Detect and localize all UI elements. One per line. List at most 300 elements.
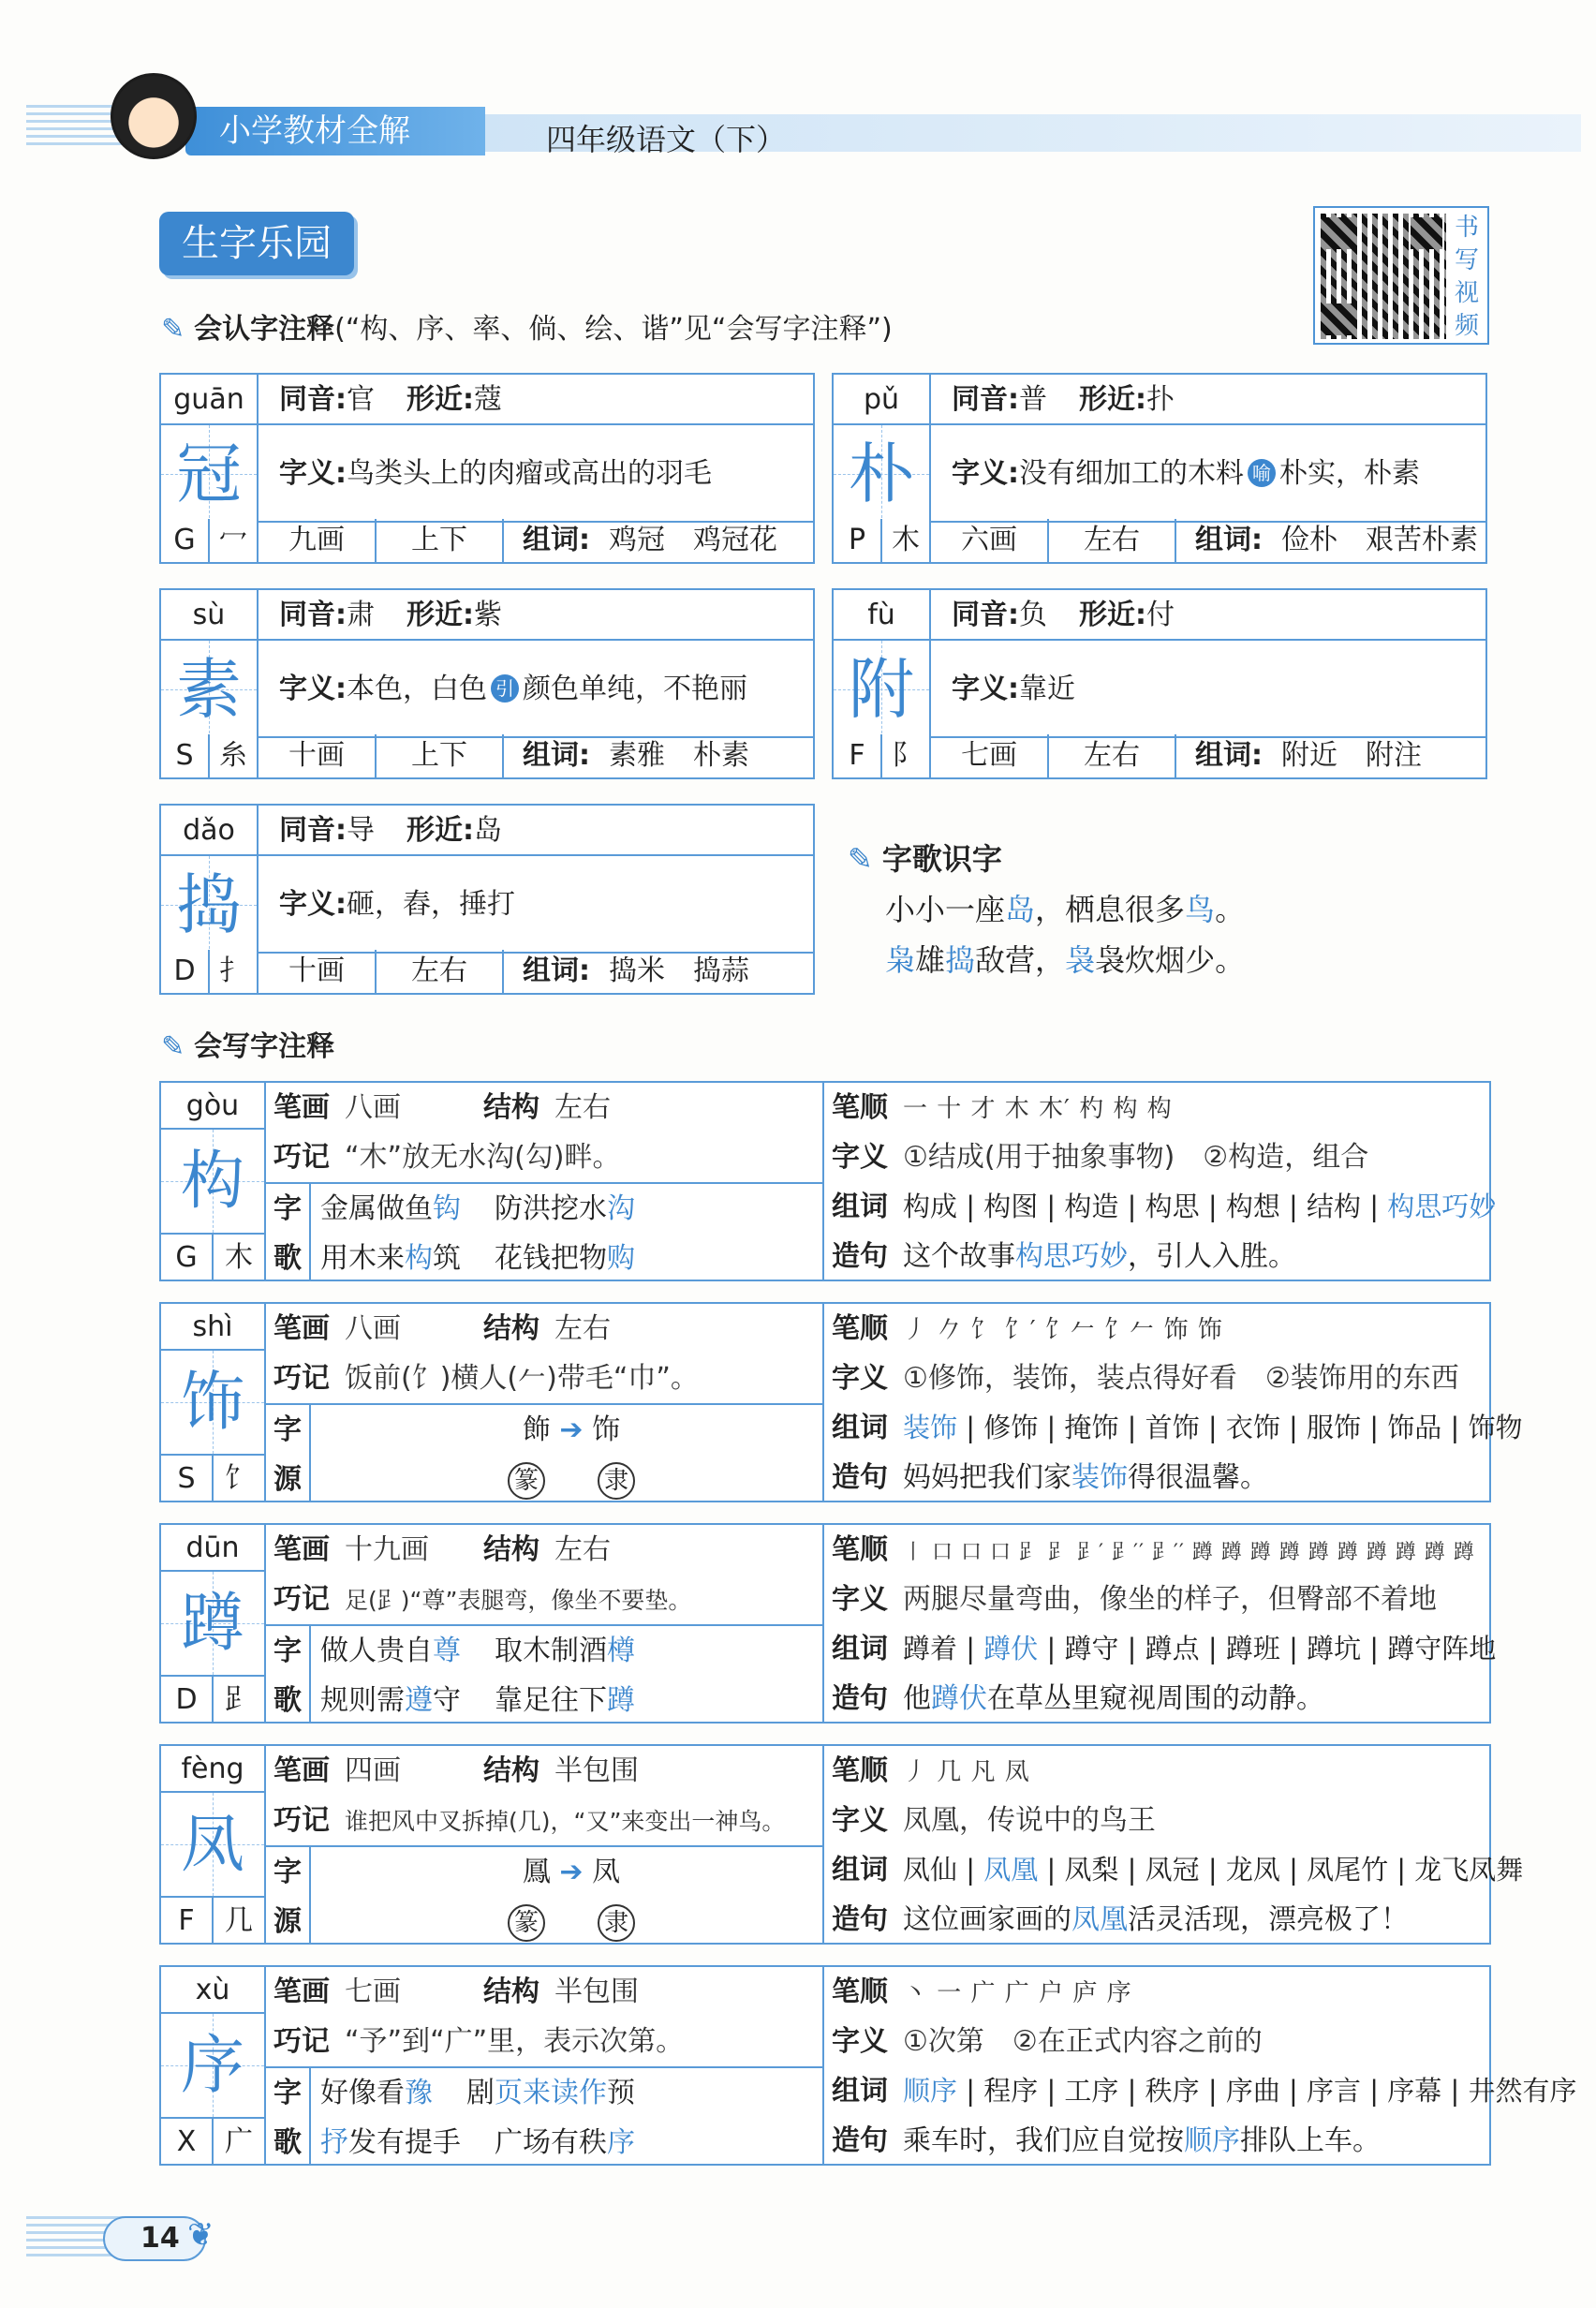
words-cell — [1176, 734, 1485, 777]
song-text: 靠足往下 — [495, 1684, 607, 1717]
card-homophone-row — [931, 375, 1485, 425]
song-text: 袅炊烟少。 — [1095, 942, 1246, 978]
words-row — [824, 1182, 1497, 1232]
strokes-row — [266, 1746, 822, 1796]
card-character-glyph: 序 — [180, 2029, 244, 2103]
stroke-order: 一 十 才 木 木′ 杓 构 构 — [903, 1095, 1173, 1123]
words-value: 附近 附注 — [1281, 739, 1422, 772]
ancient-glyph: 鳳 — [522, 1856, 551, 1888]
tip-label: 巧记 — [273, 1804, 330, 1837]
song-text: 用木来 — [320, 1242, 405, 1275]
sentence-highlight: 构思巧妙 — [1015, 1240, 1128, 1273]
sentence-text: 在草丛里窥视周围的动静。 — [987, 1682, 1324, 1715]
card-pinyin: gòu — [161, 1083, 266, 1130]
song-text: 敌营， — [975, 942, 1066, 978]
radical: 糸 — [210, 734, 259, 777]
script-labels — [320, 1455, 822, 1504]
index-letter: P — [834, 519, 882, 562]
meaning-row — [824, 2017, 1489, 2066]
structure: 半包围 — [554, 1754, 639, 1787]
book-subtitle: 四年级语文（下） — [546, 122, 787, 157]
song-highlight: 页来读作 — [495, 2077, 607, 2109]
card-homophone-row — [931, 590, 1485, 641]
character-song-lines — [311, 1624, 822, 1724]
song-text: 预 — [607, 2077, 635, 2109]
modern-glyph: 凤 — [592, 1856, 621, 1888]
words-label: 组词 — [832, 1633, 888, 1665]
sentence-label: 造句 — [832, 2124, 888, 2157]
ancient-glyph: 飾 — [522, 1413, 551, 1446]
index-letter: G — [161, 519, 210, 562]
song-text: ，栖息很多 — [1035, 892, 1186, 927]
leaf-icon: ❦ — [187, 2216, 214, 2254]
card-character — [161, 856, 259, 954]
card-character-glyph: 素 — [176, 651, 242, 728]
homophone-value: 肃 — [347, 599, 375, 631]
similar-label: 形近: — [406, 814, 474, 847]
recognize-card — [832, 373, 1487, 564]
words-label: 组词: — [1195, 524, 1263, 556]
structure-label: 结构 — [483, 1533, 539, 1566]
qr-label — [1450, 212, 1484, 343]
meaning-value: 凤凰，传说中的鸟王 — [903, 1804, 1156, 1837]
song-title — [848, 834, 1245, 884]
words-row — [824, 1624, 1497, 1674]
card-character-glyph: 凤 — [180, 1808, 244, 1882]
stroke-order: 丶 一 广 广 户 庐 序 — [903, 1979, 1132, 2007]
words-label: 组词: — [1195, 739, 1263, 772]
clerical-script-badge: 隶 — [598, 1904, 635, 1942]
write-card — [159, 1744, 1524, 1945]
tip-row — [266, 1575, 822, 1624]
homophone-label: 同音: — [952, 599, 1019, 631]
page-header — [26, 97, 1581, 155]
card-character-glyph: 捣 — [176, 866, 242, 943]
card-middle — [266, 1083, 824, 1280]
meaning-value: 没有细加工的木料 — [1019, 457, 1244, 490]
meaning-value: 砸，舂，捶打 — [347, 888, 515, 921]
words-cell — [504, 519, 813, 562]
words-cell — [1176, 519, 1485, 562]
structure-label: 结构 — [483, 1754, 539, 1787]
write-card — [159, 1523, 1497, 1724]
sentence-row — [824, 1674, 1489, 1724]
write-heading — [161, 1023, 334, 1064]
index-letter: F — [834, 734, 882, 777]
card-character-glyph: 冠 — [176, 436, 242, 512]
origin-label-yuan: 源 — [273, 1463, 302, 1496]
card-middle — [266, 1304, 824, 1501]
index-letter: S — [161, 734, 210, 777]
song-text: 规则需 — [320, 1684, 405, 1717]
strokes-label: 笔画 — [273, 1091, 330, 1124]
similar-value: 蔻 — [474, 383, 502, 416]
meaning-extended: 颜色单纯，不艳丽 — [523, 673, 747, 705]
character-origin — [311, 1403, 822, 1502]
song-highlight: 序 — [607, 2126, 635, 2159]
recognize-heading — [161, 305, 893, 347]
character-origin — [311, 1845, 822, 1945]
words-label: 组词 — [832, 1412, 888, 1444]
card-footer — [834, 734, 1485, 777]
structure: 左右 — [1049, 734, 1176, 777]
stroke-count: 七画 — [931, 734, 1049, 777]
card-middle — [266, 1525, 824, 1722]
meaning-value: 两腿尽量弯曲，像坐的样子，但臀部不着地 — [903, 1583, 1437, 1616]
structure: 左右 — [1049, 519, 1176, 562]
sentence-label: 造句 — [832, 1240, 888, 1273]
song-label — [266, 1624, 311, 1724]
song-highlight: 鸟 — [1185, 892, 1216, 927]
index-letter: G — [161, 1235, 214, 1281]
structure: 上下 — [377, 734, 504, 777]
words-text: | 程序 | 工序 | 秩序 | 序曲 | 序言 | 序幕 | 井然有序 — [957, 2075, 1577, 2107]
homophone-value: 官 — [347, 383, 375, 416]
tip-label: 巧记 — [273, 2025, 330, 2058]
words-label: 组词: — [523, 739, 590, 772]
sentence-highlight: 凤凰 — [1071, 1903, 1128, 1936]
stroke-count: 十九画 — [345, 1533, 429, 1566]
card-pinyin: pǔ — [834, 375, 931, 425]
similar-value: 付 — [1146, 599, 1175, 631]
clerical-script-badge: 隶 — [598, 1462, 635, 1500]
words-text: | 蹲守 | 蹲点 | 蹲班 | 蹲坑 | 蹲守阵地 — [1038, 1633, 1497, 1664]
song-line — [320, 2068, 822, 2118]
radical: 广 — [214, 2119, 266, 2166]
recognize-heading-text: 会认字注释 — [194, 313, 335, 346]
meaning-value: 本色，白色 — [347, 673, 487, 705]
card-right — [824, 1083, 1497, 1280]
meaning-row — [824, 1796, 1489, 1845]
index-letter: D — [161, 950, 210, 993]
index-letter: D — [161, 1677, 214, 1724]
radical: 扌 — [210, 950, 259, 993]
character-song-lines — [311, 1182, 822, 1281]
structure: 左右 — [554, 1312, 611, 1345]
card-character — [834, 641, 931, 738]
words-label: 组词: — [523, 524, 590, 556]
song-line-2 — [848, 935, 1245, 985]
song-highlight: 袅 — [1065, 942, 1096, 978]
sentence-row — [824, 1895, 1489, 1945]
modern-glyph: 饰 — [592, 1413, 621, 1446]
meaning-value: ①结成(用于抽象事物) ②构造，组合 — [903, 1141, 1369, 1174]
song-text: 雄 — [915, 942, 946, 978]
words-label: 组词 — [832, 1854, 888, 1886]
card-meaning-row — [259, 641, 813, 738]
recognize-card — [159, 373, 815, 564]
qr-label-char: 视 — [1454, 279, 1479, 307]
meaning-row — [824, 1132, 1489, 1182]
words-cell — [504, 734, 813, 777]
card-character — [161, 1793, 266, 1898]
strokes-row — [266, 1083, 822, 1132]
order-label: 笔顺 — [832, 1754, 888, 1787]
sentence-row — [824, 1453, 1489, 1502]
song-text: 防洪挖水 — [495, 1192, 607, 1225]
homophone-label: 同音: — [952, 383, 1019, 416]
words-text: 构成 | 构图 | 构造 | 构思 | 构想 | 结构 | — [903, 1191, 1388, 1222]
structure: 左右 — [377, 950, 504, 993]
page-number: 14 — [103, 2216, 206, 2261]
meaning-value: 鸟类头上的肉瘤或高出的羽毛 — [347, 457, 712, 490]
homophone-label: 同音: — [279, 383, 347, 416]
arrow-right-icon: ➔ — [559, 1413, 584, 1446]
words-highlight: 构思巧妙 — [1387, 1191, 1497, 1222]
index-letter: F — [161, 1898, 214, 1945]
meaning-label: 字义: — [279, 673, 347, 705]
homophone-value: 导 — [347, 814, 375, 847]
strokes-label: 笔画 — [273, 1533, 330, 1566]
boy-mascot-icon — [111, 73, 197, 159]
card-meaning-row — [259, 856, 813, 954]
meaning-label: 字义: — [279, 888, 347, 921]
sentence-row — [824, 2116, 1489, 2166]
meaning-row — [824, 1575, 1489, 1624]
card-meaning-row — [931, 641, 1485, 738]
stroke-order: 丿 𠂊 饣 饣′ 饣𠂉 饣𠂉 饰 饰 — [903, 1316, 1223, 1344]
tip-text: “予”到“广”里，表示次第。 — [345, 2025, 685, 2058]
card-pinyin: dūn — [161, 1525, 266, 1572]
song-highlight: 钩 — [433, 1192, 461, 1225]
pencil-icon: ✎ — [161, 1030, 185, 1063]
card-character-glyph: 朴 — [849, 436, 914, 512]
tip-row — [266, 1354, 822, 1403]
stroke-count: 八画 — [345, 1091, 401, 1124]
strokes-label: 笔画 — [273, 1754, 330, 1787]
card-footer — [834, 519, 1485, 562]
song-line — [320, 2118, 822, 2167]
tip-label: 巧记 — [273, 1141, 330, 1174]
card-middle — [266, 1746, 824, 1943]
write-card — [159, 1965, 1577, 2166]
card-character — [161, 2014, 266, 2119]
meaning-value: ①修饰，装饰，装点得好看 ②装饰用的东西 — [903, 1362, 1459, 1395]
meaning-label: 字义 — [832, 1804, 888, 1837]
song-line — [320, 1626, 822, 1676]
meaning-label: 字义: — [952, 457, 1019, 490]
radical: 木 — [214, 1235, 266, 1281]
structure-label: 结构 — [483, 1312, 539, 1345]
meaning-label: 字义 — [832, 2025, 888, 2058]
meaning-badge-icon: 引 — [491, 674, 519, 703]
song-line — [320, 1676, 822, 1725]
words-value: 俭朴 艰苦朴素 — [1281, 524, 1478, 556]
tip-text: “木”放无水沟(勾)畔。 — [345, 1141, 621, 1174]
card-homophone-row — [259, 806, 813, 856]
song-line — [320, 1184, 822, 1234]
arrow-right-icon: ➔ — [559, 1856, 584, 1888]
song-highlight: 构 — [405, 1242, 433, 1275]
words-value: 鸡冠 鸡冠花 — [609, 524, 777, 556]
radical: 几 — [214, 1898, 266, 1945]
order-row — [824, 1304, 1489, 1354]
words-highlight: 顺序 — [903, 2075, 958, 2107]
order-label: 笔顺 — [832, 1312, 888, 1345]
song-text: 守 — [433, 1684, 461, 1717]
card-meaning-row — [931, 425, 1485, 523]
origin-label-yuan: 源 — [273, 1905, 302, 1938]
words-highlight: 凤凰 — [983, 1854, 1039, 1886]
radical: 𧾷 — [214, 1677, 266, 1724]
words-text: 凤仙 | — [903, 1854, 984, 1886]
song-text: 。 — [1215, 892, 1246, 927]
radical: 饣 — [214, 1456, 266, 1502]
stroke-count: 十画 — [259, 734, 377, 777]
card-middle — [266, 1967, 824, 2164]
structure: 左右 — [554, 1091, 611, 1124]
card-right — [824, 1525, 1497, 1722]
qr-label-char: 书 — [1454, 214, 1479, 242]
words-label: 组词 — [832, 1191, 888, 1223]
write-card — [159, 1302, 1523, 1502]
sentence-text: 妈妈把我们家 — [903, 1461, 1071, 1494]
tip-text: 足(𧾷)“尊”表腿弯，像坐不要垫。 — [345, 1587, 692, 1614]
card-pinyin: dǎo — [161, 806, 259, 856]
words-text: 蹲着 | — [903, 1633, 984, 1664]
song-text: 发有提手 — [348, 2126, 461, 2159]
song-highlight: 枭 — [885, 942, 916, 978]
song-text: 好像看 — [320, 2077, 405, 2109]
qr-label-char: 写 — [1454, 246, 1479, 274]
card-character — [161, 1572, 266, 1677]
sentence-text: ，引人入胜。 — [1128, 1240, 1296, 1273]
card-pinyin: shì — [161, 1304, 266, 1351]
sentence-label: 造句 — [832, 1682, 888, 1715]
words-cell — [504, 950, 813, 993]
order-label: 笔顺 — [832, 1533, 888, 1566]
recognize-card — [159, 804, 815, 995]
order-row — [824, 1525, 1489, 1575]
script-labels — [320, 1897, 822, 1946]
card-character — [161, 1130, 266, 1235]
meaning-value: ①次第 ②在正式内容之前的 — [903, 2025, 1263, 2058]
song-label-zi: 字 — [273, 2077, 302, 2109]
seal-script-badge: 篆 — [508, 1462, 545, 1500]
homophone-label: 同音: — [279, 599, 347, 631]
meaning-label: 字义: — [952, 673, 1019, 705]
write-heading-text: 会写字注释 — [194, 1030, 335, 1063]
radical: 冖 — [210, 519, 259, 562]
song-text: 做人贵自 — [320, 1635, 433, 1667]
card-homophone-row — [259, 590, 813, 641]
song-label-zi: 字 — [273, 1192, 302, 1225]
tip-row — [266, 1132, 822, 1182]
strokes-row — [266, 1304, 822, 1354]
card-character-glyph: 蹲 — [180, 1587, 244, 1661]
structure: 左右 — [554, 1533, 611, 1566]
structure-label: 结构 — [483, 1091, 539, 1124]
sentence-text: 活灵活现，漂亮极了！ — [1128, 1903, 1409, 1936]
meaning-extended: 朴实，朴素 — [1279, 457, 1420, 490]
stroke-count: 十画 — [259, 950, 377, 993]
homophone-value: 负 — [1019, 599, 1047, 631]
pencil-icon: ✎ — [161, 313, 185, 346]
tip-row — [266, 2017, 822, 2066]
words-label: 组词 — [832, 2075, 888, 2108]
song-label — [266, 1182, 311, 1281]
order-label: 笔顺 — [832, 1091, 888, 1124]
card-character-glyph: 饰 — [180, 1366, 244, 1440]
card-footer — [161, 734, 813, 777]
meaning-label: 字义 — [832, 1141, 888, 1174]
evolution-row — [320, 1847, 822, 1897]
qr-code-icon[interactable] — [1321, 214, 1446, 339]
card-character — [161, 425, 259, 523]
card-meaning-row — [259, 425, 813, 523]
card-character-glyph: 附 — [849, 651, 914, 728]
card-right — [824, 1304, 1523, 1501]
song-line-1 — [848, 884, 1245, 935]
homophone-value: 普 — [1019, 383, 1047, 416]
sentence-text: 排队上车。 — [1240, 2124, 1381, 2157]
card-right — [824, 1746, 1524, 1943]
song-label-zi: 字 — [273, 1635, 302, 1667]
song-text: 筑 — [433, 1242, 461, 1275]
evolution-row — [320, 1405, 822, 1455]
song-text: 小小一座 — [885, 892, 1006, 927]
song-label-ge: 歌 — [273, 1684, 302, 1717]
stroke-count: 六画 — [931, 519, 1049, 562]
song-highlight: 遵 — [405, 1684, 433, 1717]
sentence-text: 这位画家画的 — [903, 1903, 1071, 1936]
sentence-text: 得很温馨。 — [1128, 1461, 1268, 1494]
song-text: 取木制酒 — [495, 1635, 607, 1667]
song-label-ge: 歌 — [273, 2126, 302, 2159]
stroke-count: 九画 — [259, 519, 377, 562]
song-label — [266, 2066, 311, 2166]
stroke-count: 八画 — [345, 1312, 401, 1345]
sentence-label: 造句 — [832, 1461, 888, 1494]
song-highlight: 岛 — [1005, 892, 1036, 927]
write-card — [159, 1081, 1497, 1281]
song-text: 剧 — [466, 2077, 495, 2109]
book-title: 小学教材全解 — [185, 107, 485, 155]
qr-code[interactable] — [1313, 206, 1489, 345]
song-text: 广场有秩 — [495, 2126, 607, 2159]
words-row — [824, 1845, 1524, 1895]
similar-label: 形近: — [1079, 599, 1146, 631]
stroke-count: 七画 — [345, 1975, 401, 2008]
song-highlight: 抒 — [320, 2126, 348, 2159]
stroke-order: 丿 几 凡 凤 — [903, 1758, 1030, 1786]
sentence-text: 乘车时，我们应自觉按 — [903, 2124, 1184, 2157]
order-label: 笔顺 — [832, 1975, 888, 2008]
words-row — [824, 2066, 1577, 2116]
card-character — [161, 641, 259, 738]
recognize-card — [159, 588, 815, 779]
song-text: 金属做鱼 — [320, 1192, 433, 1225]
origin-label — [266, 1403, 311, 1502]
tip-text: 谁把风中叉拆掉(几)，“又”来变出一神鸟。 — [345, 1808, 786, 1835]
recognize-note: (“构、序、率、倘、绘、谐”见“会写字注释”) — [334, 313, 893, 346]
strokes-label: 笔画 — [273, 1975, 330, 2008]
song-title-text: 字歌识字 — [881, 841, 1002, 877]
meaning-label: 字义 — [832, 1362, 888, 1395]
card-character — [161, 1351, 266, 1456]
sentence-row — [824, 1232, 1489, 1281]
card-character — [834, 425, 931, 523]
words-highlight: 装饰 — [903, 1412, 958, 1443]
song-highlight: 尊 — [433, 1635, 461, 1667]
card-footer — [161, 519, 813, 562]
tip-text: 饭前(饣)横人(𠂉)带毛“巾”。 — [345, 1362, 699, 1395]
index-letter: S — [161, 1456, 214, 1502]
song-highlight: 捣 — [945, 942, 976, 978]
words-text: | 凤梨 | 凤冠 | 龙凤 | 凤尾竹 | 龙飞凤舞 — [1038, 1854, 1524, 1886]
similar-label: 形近: — [406, 383, 474, 416]
order-row — [824, 1746, 1489, 1796]
